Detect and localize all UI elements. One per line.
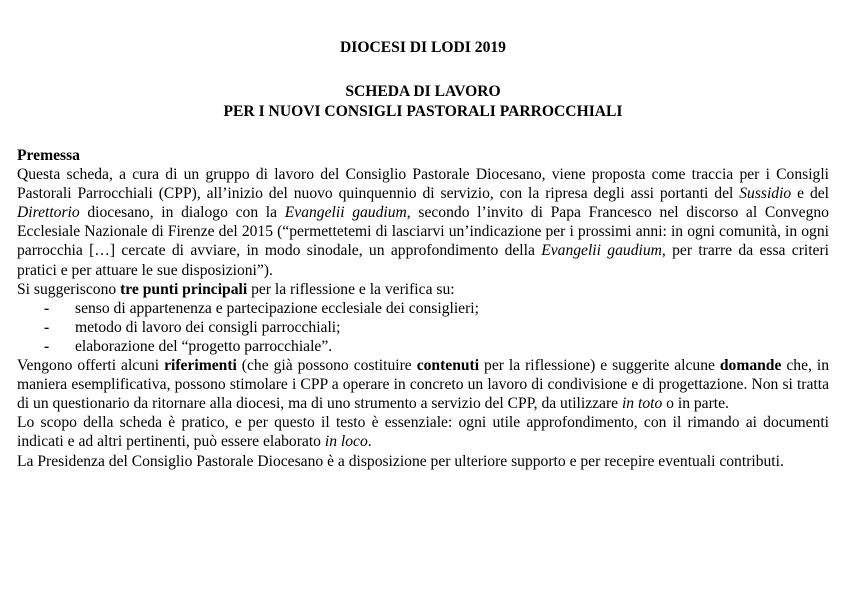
- text-run: , per trarre da essa criteri pratici e per attuare le sue disposizioni”).: [17, 242, 830, 279]
- text-run: per la riflessione e la verifica su:: [247, 280, 455, 298]
- list-item-text: senso di appartenenza e partecipazione ecclesiale dei consiglieri;: [75, 299, 479, 317]
- text-run: (che già possono costituire: [236, 357, 417, 375]
- worksheet-title: SCHEDA DI LAVORO: [345, 83, 501, 100]
- section-title: Premessa: [17, 147, 80, 164]
- list-item-text: metodo di lavoro dei consigli parrocchiali;: [75, 318, 341, 336]
- points-intro-paragraph: [17, 280, 829, 299]
- document-body: [17, 146, 829, 471]
- list-item: [17, 337, 829, 356]
- text-run: che, in maniera esemplificativa, possono stimolare i CPP a operare in concreto un lavoro di condivisione e di progettazione. Non si tratta di un questionario da ritornare alla diocesi, ma di uno strumento a servizio del CPP, da utilizzare: [17, 357, 829, 413]
- bullet-dash: -: [44, 299, 50, 317]
- text-run: .: [367, 433, 372, 451]
- purpose-paragraph: [17, 413, 829, 451]
- text-run: , secondo l’invito di Papa Francesco nel discorso al Convegno Ecclesiale Nazionale di Firenze del 2015 (“permettetemi di lasciarvi un’indicazione per i prossimi anni: in ogni comunità, in ogni parrocchia […] cercate di avviare, in modo sinodale, un approfondimento della: [17, 204, 829, 260]
- text-run: diocesano, in dialogo con la: [79, 204, 285, 222]
- text-run: Lo scopo della scheda è pratico, e per questo il testo è essenziale: ogni utile approfondimento, con il rimando ai documenti indicati e ad altri pertinenti, può essere elaborato: [17, 414, 829, 451]
- references-paragraph: [17, 356, 829, 413]
- italic-run: Direttorio: [17, 204, 80, 222]
- presidency-paragraph: La Presidenza del Consiglio Pastorale Diocesano è a disposizione per ulteriore supporto e per recepire eventuali contributi.: [17, 452, 784, 470]
- bold-run: tre punti principali: [120, 280, 248, 298]
- points-list: [17, 299, 829, 356]
- italic-run: in loco: [324, 433, 368, 451]
- diocese-heading: DIOCESI DI LODI 2019: [340, 39, 506, 56]
- text-run: Si suggeriscono: [17, 280, 121, 298]
- text-run: o in parte.: [662, 395, 729, 413]
- bold-run: contenuti: [416, 357, 480, 375]
- list-item: [17, 318, 829, 337]
- italic-run: in toto: [621, 395, 663, 413]
- bullet-dash: -: [44, 318, 50, 336]
- text-run: e del: [791, 185, 829, 203]
- italic-run: Evangelii gaudium: [541, 242, 662, 260]
- italic-run: Evangelii gaudium: [284, 204, 407, 222]
- list-item: [17, 299, 829, 318]
- list-item-text: elaborazione del “progetto parrocchiale”.: [75, 337, 333, 355]
- worksheet-subtitle: PER I NUOVI CONSIGLI PASTORALI PARROCCHIALI: [223, 103, 623, 120]
- text-run: Vengono offerti alcuni: [17, 357, 165, 375]
- text-run: Questa scheda, a cura di un gruppo di lavoro del Consiglio Pastorale Diocesano, viene proposta come traccia per i Consigli Pastorali Parrocchiali (CPP), all’inizio del nuovo quinquennio di servizio, con la ripresa degli assi portanti del: [17, 166, 829, 203]
- italic-run: Sussidio: [739, 185, 792, 203]
- text-run: per la riflessione) e suggerite alcune: [479, 357, 720, 375]
- bullet-dash: -: [44, 337, 50, 355]
- bold-run: riferimenti: [164, 357, 237, 375]
- intro-paragraph: [17, 165, 829, 280]
- bold-run: domande: [719, 357, 782, 375]
